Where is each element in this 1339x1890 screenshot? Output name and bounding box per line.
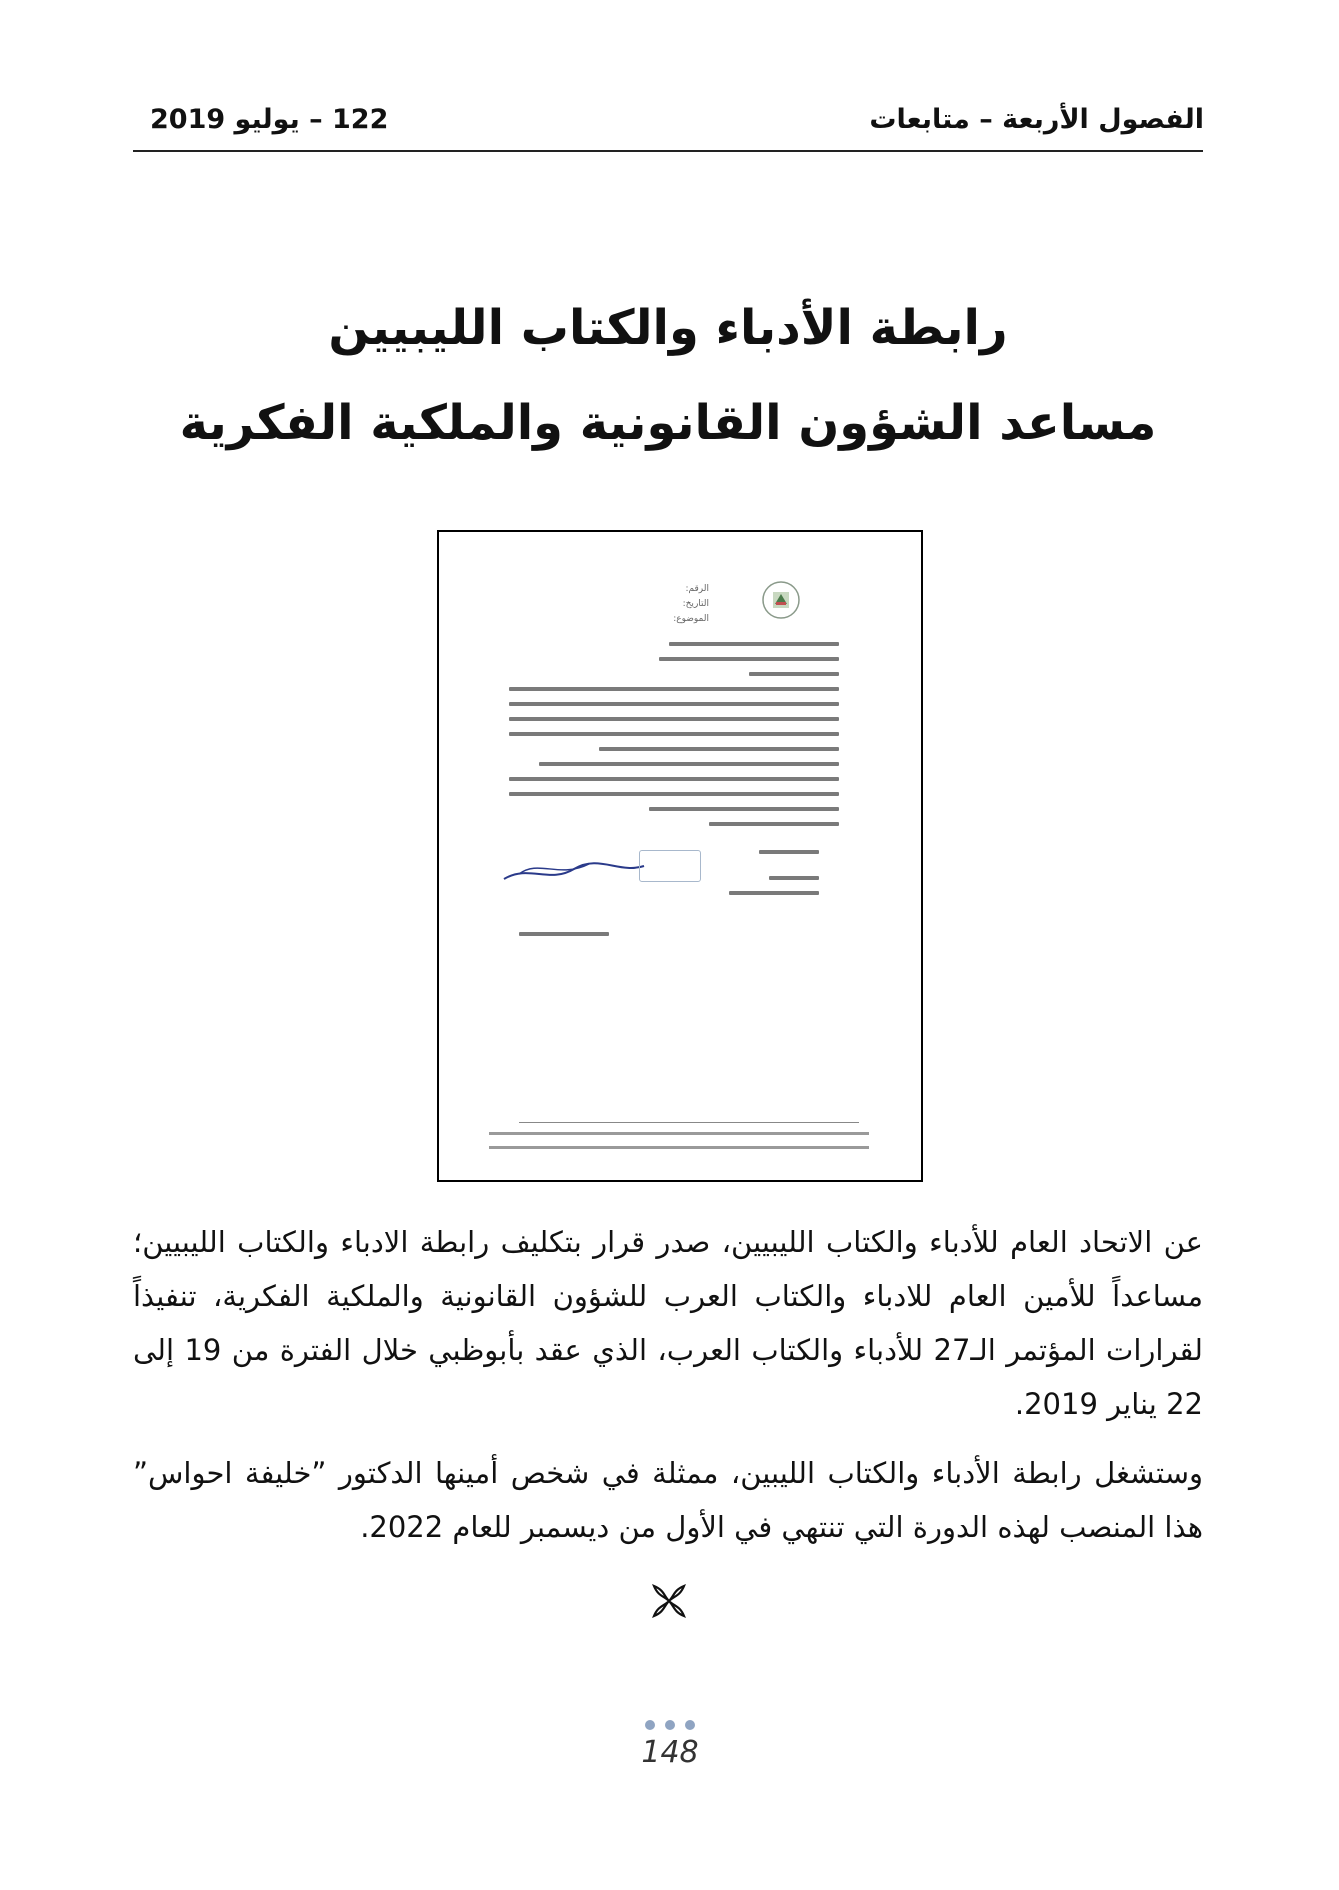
article-title-line1: رابطة الأدباء والكتاب الليبيين: [328, 300, 1008, 356]
letter-signature-lines: [729, 850, 819, 906]
page-number: 148: [641, 1735, 699, 1770]
body-paragraph-1: عن الاتحاد العام للأدباء والكتاب الليبيين، صدر قرار بتكليف رابطة الادباء والكتاب الليبيين؛ مساعداً للأمين العام للادباء والكتاب العرب للشؤون القانونية والملكية الفكرية، تنفيذاً لقرارات المؤتمر الـ27 للأدباء والكتاب العرب، الذي عقد بأبوظبي خلال الفترة من 19 إلى 22 يناير 2019.: [133, 1225, 1203, 1421]
signature-icon: [499, 844, 649, 894]
letter-meta-label: التاريخ:: [682, 599, 709, 609]
letter-footer-line: [489, 1132, 869, 1135]
header-divider: [133, 150, 1203, 152]
letter-meta-label: الرقم:: [685, 584, 709, 594]
letter-footer-line: [489, 1146, 869, 1149]
body-paragraph-2: وستشغل رابطة الأدباء والكتاب الليبين، ممثلة في شخص أمينها الدكتور ”خليفة احواس” هذا المنصب لهذه الدورة التي تنتهي في الأول من ديسمبر للعام 2022.: [133, 1456, 1203, 1544]
letter-date-line: [519, 932, 609, 947]
three-dots-icon: [640, 1718, 700, 1732]
header-issue-info: 122 – يوليو 2019: [150, 104, 389, 135]
organization-logo-icon: [761, 580, 801, 620]
article-title-line2: مساعد الشؤون القانونية والملكية الفكرية: [179, 395, 1157, 451]
letter-footer-divider: [519, 1122, 859, 1123]
header-section-title: الفصول الأربعة – متابعات: [869, 104, 1204, 135]
stamp-icon: [639, 850, 701, 882]
floral-ornament-icon: [648, 1580, 690, 1622]
letter-meta-labels: [639, 582, 709, 627]
letter-meta-label: الموضوع:: [673, 614, 709, 624]
letter-text-lines: [509, 642, 839, 837]
scanned-letter-image: [437, 530, 923, 1182]
